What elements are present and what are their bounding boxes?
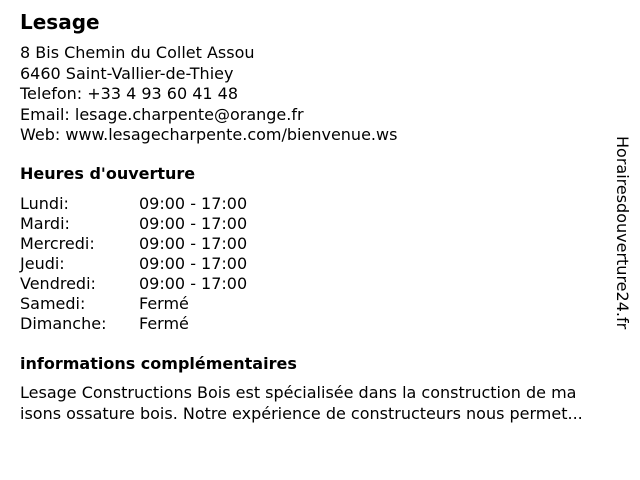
day-hours: 09:00 - 17:00 — [139, 214, 248, 233]
day-label: Vendredi: — [20, 274, 96, 293]
opening-hours-table — [20, 194, 247, 334]
business-description — [20, 383, 632, 424]
business-name: Lesage — [20, 10, 100, 34]
opening-hours-heading: Heures d'ouverture — [20, 164, 196, 183]
hours-row-thursday — [20, 254, 247, 274]
day-hours: 09:00 - 17:00 — [139, 274, 248, 293]
day-label: Mercredi: — [20, 234, 95, 253]
day-label: Lundi: — [20, 194, 69, 213]
email-address: Email: lesage.charpente@orange.fr — [20, 104, 304, 124]
phone-number: Telefon: +33 4 93 60 41 48 — [20, 84, 239, 103]
hours-row-monday — [20, 194, 247, 214]
hours-row-friday — [20, 274, 247, 294]
address-street: 8 Bis Chemin du Collet Assou — [20, 43, 255, 62]
day-label: Samedi: — [20, 294, 86, 313]
description-line: isons ossature bois. Notre expérience de constructeurs nous permet... — [20, 403, 583, 423]
hours-row-sunday — [20, 314, 247, 334]
day-hours: 09:00 - 17:00 — [139, 234, 248, 253]
website-address: Web: www.lesagecharpente.com/bienvenue.ws — [20, 125, 398, 144]
hours-row-tuesday — [20, 214, 247, 234]
day-label: Jeudi: — [20, 254, 65, 273]
day-label: Mardi: — [20, 214, 70, 233]
additional-info-heading: informations complémentaires — [20, 354, 297, 373]
day-hours: 09:00 - 17:00 — [139, 194, 248, 213]
day-hours: 09:00 - 17:00 — [139, 254, 248, 273]
day-label: Dimanche: — [20, 314, 107, 333]
hours-row-saturday — [20, 294, 247, 314]
site-watermark: Horairesdouverture24.fr — [613, 136, 632, 330]
address-city: 6460 Saint-Vallier-de-Thiey — [20, 63, 234, 83]
hours-row-wednesday — [20, 234, 247, 254]
day-hours: Fermé — [139, 294, 189, 313]
day-hours: Fermé — [139, 314, 189, 333]
description-line: Lesage Constructions Bois est spécialisée dans la construction de ma — [20, 383, 577, 402]
contact-block — [20, 43, 397, 146]
